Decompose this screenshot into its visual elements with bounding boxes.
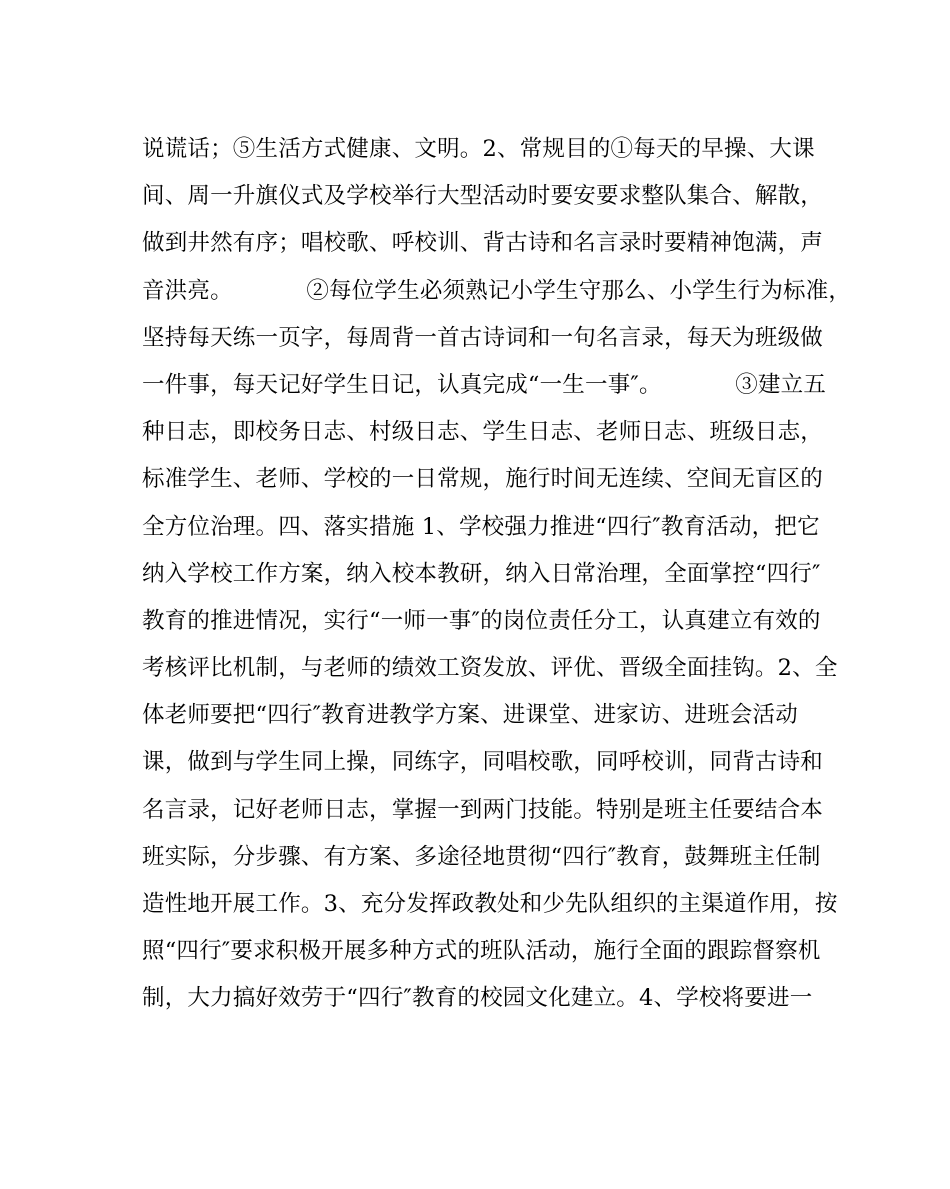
text-line-1: 说谎话；⑤生活方式健康、文明。2、常规目的①每天的早操、大课 <box>142 136 815 162</box>
text-line-14: 课，做到与学生同上操，同练字，同唱校歌，同呼校训，同背古诗和 <box>142 749 824 776</box>
text-line-19: 制，大力搞好效劳于“四行″教育的校园文化建立。4、学校将要进一 <box>142 985 813 1012</box>
text-line-6: 一件事，每天记好学生日记，认真完成“一生一事″。 ③建立五 <box>142 371 827 398</box>
text-line-10: 纳入学校工作方案，纳入校本教研，纳入日常治理，全面掌控“四行″ <box>142 560 821 587</box>
text-line-5: 坚持每天练一页字，每周背一首古诗词和一句名言录，每天为班级做 <box>142 324 824 351</box>
text-line-2: 间、周一升旗仪式及学校举行大型活动时要安要求整队集合、解散， <box>142 183 824 210</box>
text-line-13: 体老师要把“四行″教育进教学方案、进课堂、进家访、进班会活动 <box>142 702 798 729</box>
text-line-3: 做到井然有序；唱校歌、呼校训、背古诗和名言录时要精神饱满，声 <box>142 230 824 257</box>
text-line-4: 音洪亮。 ②每位学生必须熟记小学生守那么、小学生行为标准， <box>142 277 852 304</box>
text-line-17: 造性地开展工作。3、充分发挥政教处和少先队组织的主渠道作用，按 <box>142 891 838 917</box>
text-line-7: 种日志，即校务日志、村级日志、学生日志、老师日志、班级日志， <box>142 419 824 446</box>
text-line-8: 标准学生、老师、学校的一日常规，施行时间无连续、空间无盲区的 <box>142 466 824 493</box>
text-line-11: 教育的推进情况，实行“一师一事″的岗位责任分工，认真建立有效的 <box>142 607 821 634</box>
text-line-18: 照“四行″要求积极开展多种方式的班队活动，施行全面的跟踪督察机 <box>142 938 821 965</box>
text-line-9: 全方位治理。四、落实措施 1、学校强力推进“四行″教育活动，把它 <box>142 513 820 540</box>
text-line-16: 班实际，分步骤、有方案、多途径地贯彻“四行″教育，鼓舞班主任制 <box>142 843 821 870</box>
text-line-12: 考核评比机制，与老师的绩效工资发放、评优、晋级全面挂钩。2、全 <box>142 655 838 682</box>
body-text <box>142 126 852 1023</box>
text-line-15: 名言录，记好老师日志，掌握一到两门技能。特别是班主任要结合本 <box>142 796 824 823</box>
